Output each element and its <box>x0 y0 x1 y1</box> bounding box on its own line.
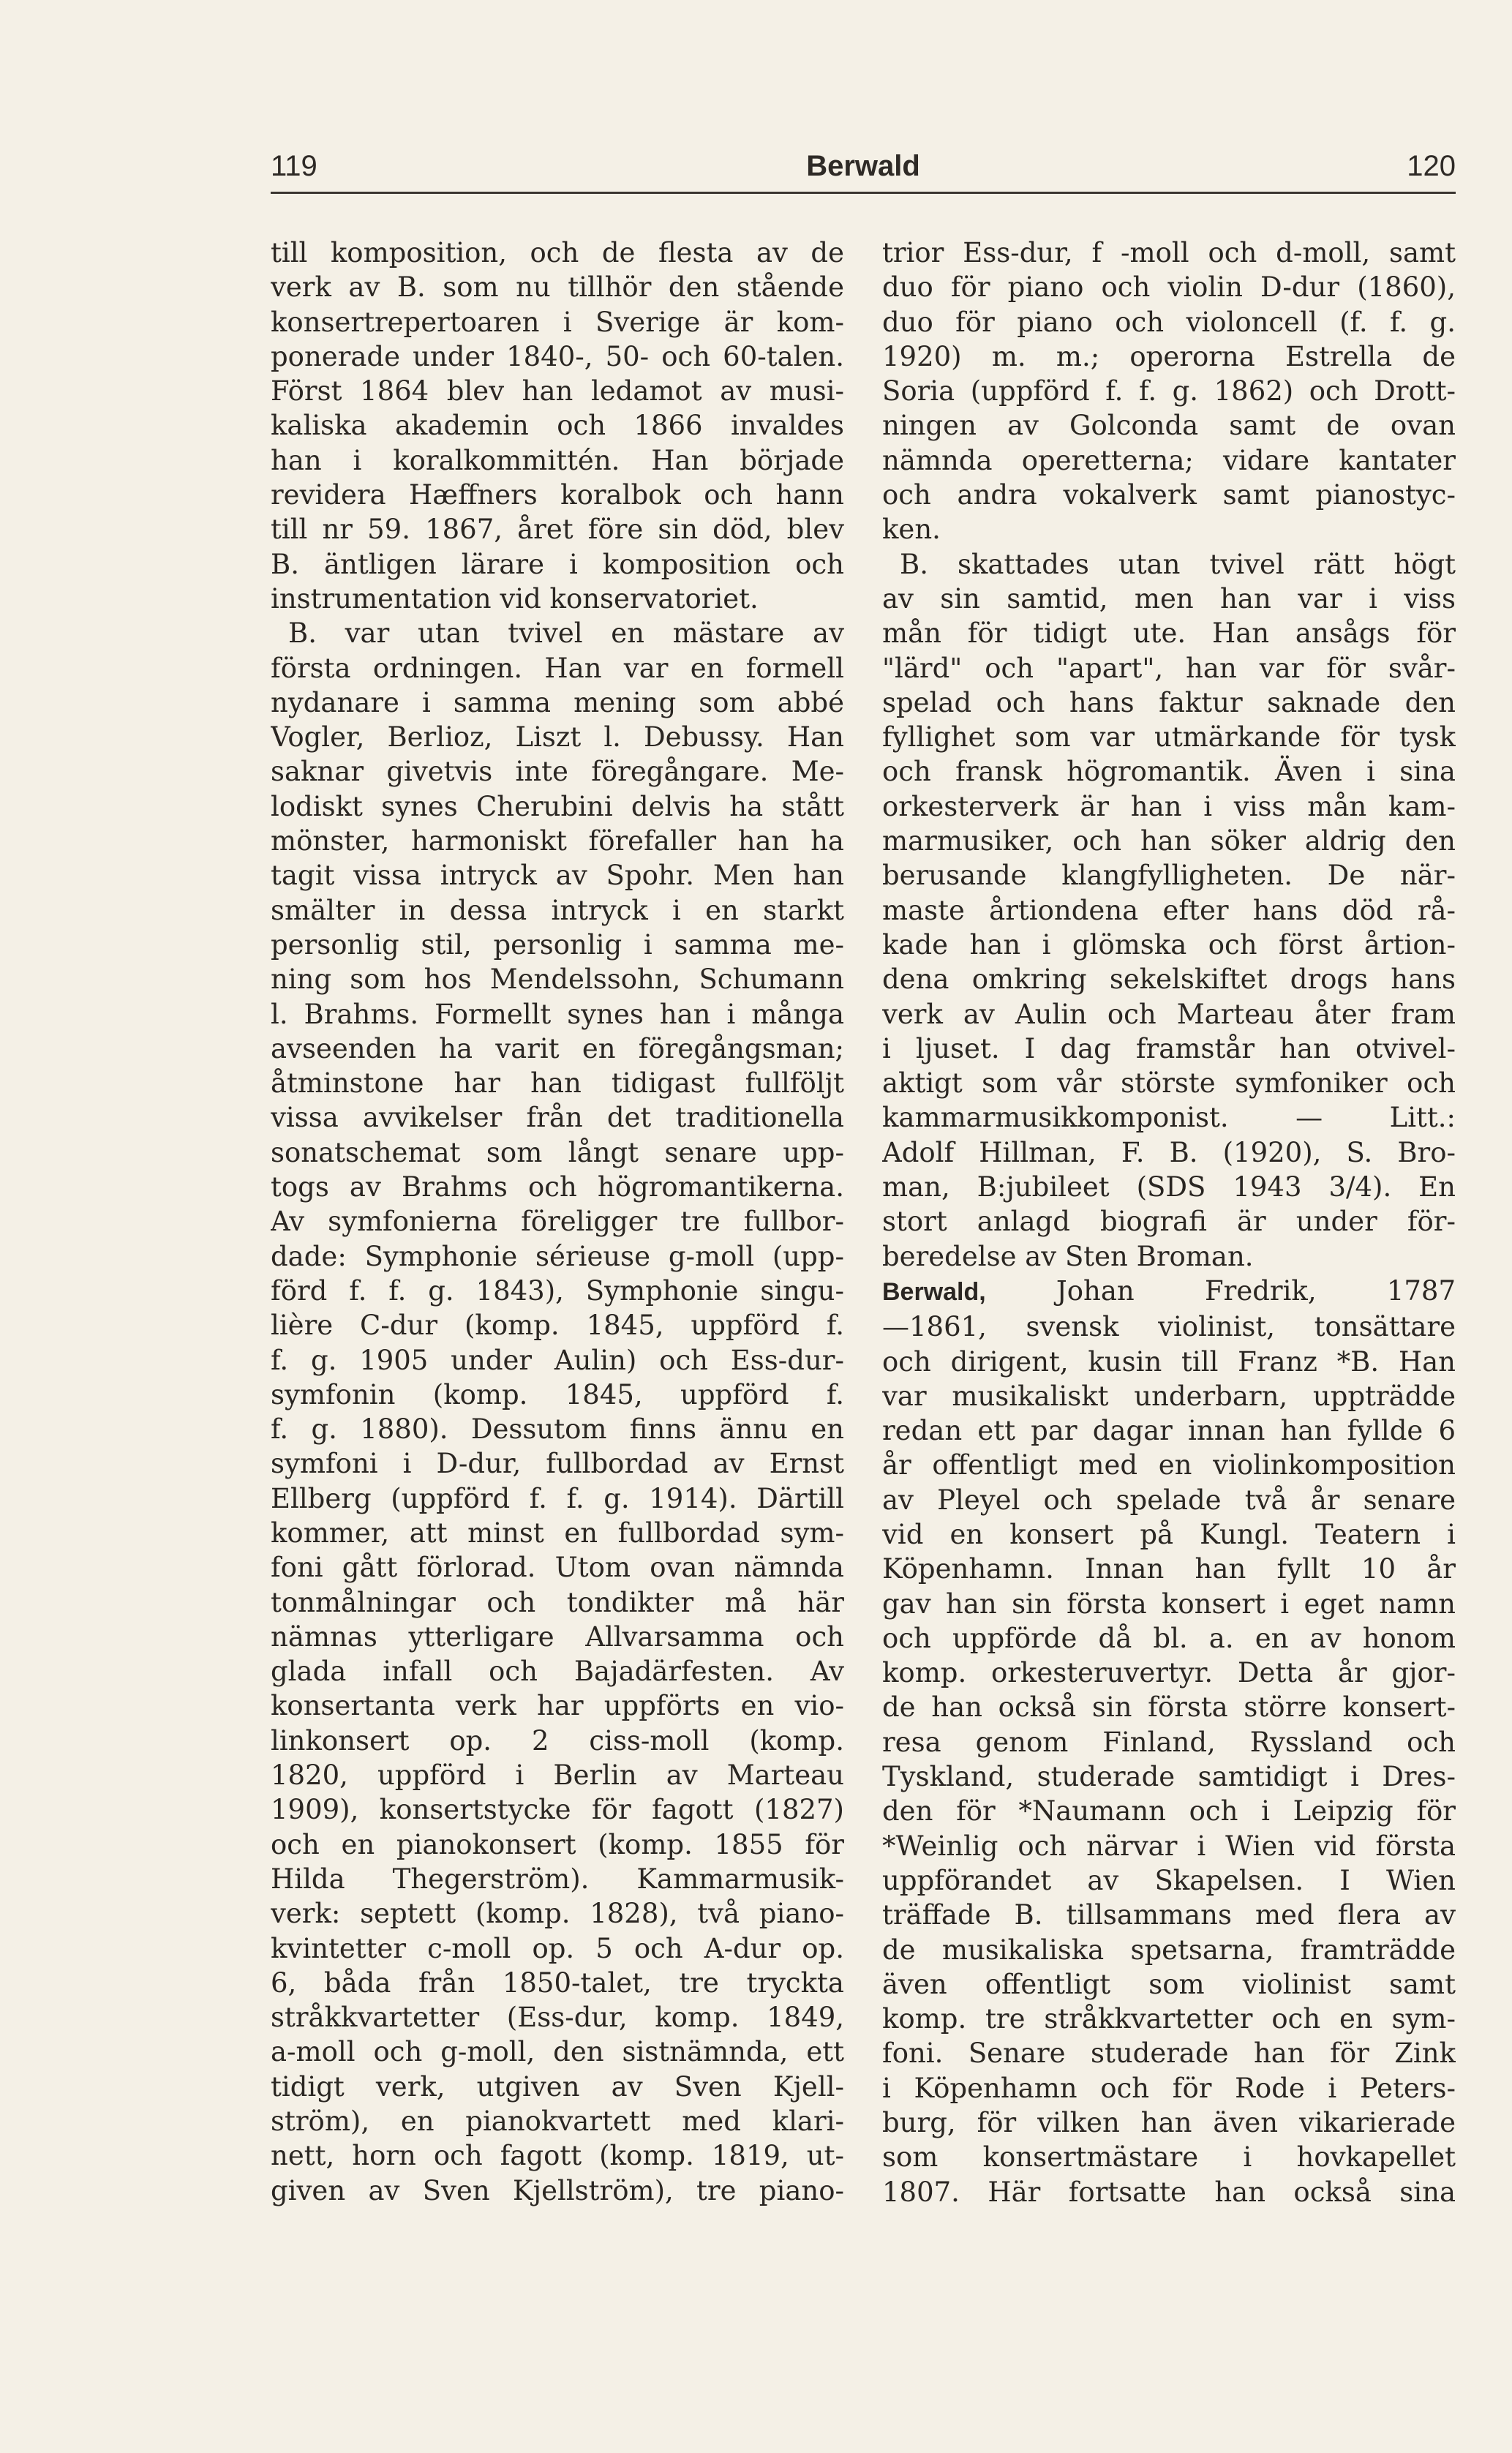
text-line: mönster, harmoniskt förefaller han ha <box>271 825 844 857</box>
text-line: Köpenhamn. Innan han fyllt 10 år <box>882 1553 1456 1585</box>
text-line: instrumentation vid konservatoriet. <box>271 582 759 615</box>
text-line: i Köpenhamn och för Rode i Peters- <box>882 2072 1456 2104</box>
text-line: ken. <box>882 514 941 546</box>
text-line: 1909), konsertstycke för fagott (1827) <box>271 1794 844 1826</box>
text-line: tagit vissa intryck av Spohr. Men han <box>271 860 844 892</box>
text-line: "lärd" och "apart", han var för svår- <box>882 652 1456 684</box>
text-line: den för *Naumann och i Leipzig för <box>882 1795 1456 1827</box>
text-line: given av Sven Kjellström), tre piano- <box>271 2174 844 2206</box>
text-line: burg, för vilken han även vikarierade <box>882 2107 1456 2139</box>
text-line: de musikaliska spetsarna, framträdde <box>882 1934 1456 1966</box>
text-line: nämnas ytterligare Allvarsamma och <box>271 1620 844 1653</box>
text-line: fyllighet som var utmärkande för tysk <box>882 721 1456 754</box>
text-line: resa genom Finland, Ryssland och <box>882 1726 1456 1758</box>
text-line: linkonsert op. 2 ciss-moll (komp. <box>271 1724 844 1757</box>
text-line: togs av Brahms och högromantikerna. <box>271 1171 844 1203</box>
text-line: var musikaliskt underbarn, uppträdde <box>882 1380 1456 1412</box>
text-line: Adolf Hillman, F. B. (1920), S. Bro- <box>882 1136 1456 1168</box>
text-line: tonmålningar och tondikter må här <box>271 1586 844 1618</box>
text-line: l. Brahms. Formellt synes han i många <box>271 998 844 1030</box>
text-line: B. skattades utan tvivel rätt högt <box>900 548 1456 580</box>
text-line: kvintetter c-moll op. 5 och A-dur op. <box>271 1932 844 1964</box>
text-line: förd f. f. g. 1843), Symphonie singu- <box>271 1274 844 1307</box>
text-line: och andra vokalverk samt pianostyc- <box>882 479 1456 511</box>
page-number-left: 119 <box>271 150 317 182</box>
text-line: lière C-dur (komp. 1845, uppförd f. <box>271 1310 844 1342</box>
text-line: mån för tidigt ute. Han ansågs för <box>882 617 1456 650</box>
text-line: 1920) m. m.; operorna Estrella de <box>882 340 1456 372</box>
text-line: han i koralkommittén. Han började <box>271 444 844 476</box>
right-column <box>882 236 1456 2209</box>
text-line: glada infall och Bajadärfesten. Av <box>271 1656 844 1688</box>
text-line: träffade B. tillsammans med flera av <box>882 1899 1456 1931</box>
text-line: 1820, uppförd i Berlin av Marteau <box>271 1759 844 1792</box>
text-line: orkesterverk är han i viss mån kam- <box>882 790 1456 822</box>
text-line: nämnda operetterna; vidare kantater <box>882 444 1456 476</box>
text-line: B. äntligen lärare i komposition och <box>271 548 844 580</box>
text-line: kommer, att minst en fullbordad sym- <box>271 1517 844 1549</box>
text-line: Tyskland, studerade samtidigt i Dres- <box>882 1761 1456 1793</box>
text-line: gav han sin första konsert i eget namn <box>882 1588 1456 1620</box>
text-line: foni gått förlorad. Utom ovan nämnda <box>271 1552 844 1584</box>
text-line: personlig stil, personlig i samma me- <box>271 928 844 961</box>
text-line: verk av B. som nu tillhör den stående <box>271 271 844 304</box>
text-line: Av symfonierna föreligger tre fullbor- <box>271 1206 844 1238</box>
text-line: av sin samtid, men han var i viss <box>882 582 1456 615</box>
text-line: vid en konsert på Kungl. Teatern i <box>882 1518 1456 1550</box>
text-line: konsertrepertoaren i Sverige är kom- <box>271 306 844 338</box>
text-line: 6, båda från 1850-talet, tre tryckta <box>271 1966 844 1999</box>
text-line: och dirigent, kusin till Franz *B. Han <box>882 1345 1456 1378</box>
text-line: Soria (uppförd f. f. g. 1862) och Drott- <box>882 375 1456 407</box>
text-line: f. g. 1880). Dessutom finns ännu en <box>271 1413 844 1446</box>
text-line: symfonin (komp. 1845, uppförd f. <box>271 1378 844 1410</box>
text-line: vissa avvikelser från det traditionella <box>271 1102 844 1134</box>
text-line: komp. orkesteruvertyr. Detta år gjor- <box>882 1657 1456 1689</box>
text-line: sonatschemat som långt senare upp- <box>271 1136 844 1168</box>
text-line: duo för piano och violoncell (f. f. g. <box>882 306 1456 338</box>
text-line: saknar givetvis inte föregångare. Me- <box>271 756 844 788</box>
text-line: ström), en pianokvartett med klari- <box>271 2105 844 2138</box>
text-line: tidigt verk, utgiven av Sven Kjell- <box>271 2070 844 2103</box>
text-line: och fransk högromantik. Även i sina <box>882 756 1456 788</box>
text-line: trior Ess-dur, f -moll och d-moll, samt <box>882 237 1456 268</box>
text-line: Ellberg (uppförd f. f. g. 1914). Därtill <box>271 1482 844 1514</box>
text-line: Först 1864 blev han ledamot av musi- <box>271 375 844 407</box>
text-line: till komposition, och de flesta av de <box>271 237 844 268</box>
text-line: Berwald, Johan Fredrik, 1787 <box>882 1274 1456 1307</box>
text-line: verk av Aulin och Marteau åter fram <box>882 998 1456 1030</box>
text-line: åtminstone har han tidigast fullföljt <box>271 1067 844 1100</box>
text-line: foni. Senare studerade han för Zink <box>882 2037 1456 2070</box>
text-line: lodiskt synes Cherubini delvis ha stått <box>271 790 844 822</box>
text-line: de han också sin första större konsert- <box>882 1691 1456 1724</box>
text-line: kaliska akademin och 1866 invaldes <box>271 410 844 442</box>
text-line: kammarmusikkomponist. — Litt.: <box>882 1102 1456 1134</box>
text-line: spelad och hans faktur saknade den <box>882 686 1456 718</box>
text-line: beredelse av Sten Broman. <box>882 1240 1254 1272</box>
text-line: år offentligt med en violinkomposition <box>882 1449 1456 1481</box>
text-line: symfoni i D-dur, fullbordad av Ernst <box>271 1448 844 1480</box>
text-line: dena omkring sekelskiftet drogs hans <box>882 963 1456 996</box>
text-line: ning som hos Mendelssohn, Schumann <box>271 963 844 996</box>
text-line: revidera Hæffners koralbok och hann <box>271 479 844 511</box>
text-line: avseenden ha varit en föregångsman; <box>271 1032 844 1064</box>
text-line: B. var utan tvivel en mästare av <box>288 617 844 650</box>
text-line: berusande klangfylligheten. De när- <box>882 860 1456 892</box>
text-line: som konsertmästare i hovkapellet <box>882 2141 1456 2174</box>
text-line: och uppförde då bl. a. en av honom <box>882 1622 1456 1654</box>
text-line: verk: septett (komp. 1828), två piano- <box>271 1898 844 1930</box>
text-line: nett, horn och fagott (komp. 1819, ut- <box>271 2140 844 2172</box>
text-line: marmusiker, och han söker aldrig den <box>882 825 1456 857</box>
text-line: f. g. 1905 under Aulin) och Ess-dur- <box>271 1344 844 1376</box>
text-line: uppförandet av Skapelsen. I Wien <box>882 1864 1456 1896</box>
text-line: *Weinlig och närvar i Wien vid första <box>882 1830 1456 1862</box>
left-column <box>271 236 844 2208</box>
text-line: även offentligt som violinist samt <box>882 1968 1456 2000</box>
text-line: stort anlagd biografi är under för- <box>882 1206 1456 1238</box>
text-line: kade han i glömska och först årtion- <box>882 928 1456 961</box>
text-line: a-moll och g-moll, den sistnämnda, ett <box>271 2036 844 2068</box>
header-rule <box>271 192 1456 194</box>
page-number-right: 120 <box>1407 150 1456 182</box>
text-line: ningen av Golconda samt de ovan <box>882 410 1456 442</box>
text-line: Hilda Thegerström). Kammarmusik- <box>271 1863 844 1895</box>
text-line: 1807. Här fortsatte han också sina <box>882 2176 1456 2208</box>
text-line: aktigt som vår störste symfoniker och <box>882 1067 1456 1100</box>
running-head <box>271 150 1456 188</box>
text-line: och en pianokonsert (komp. 1855 för <box>271 1828 844 1860</box>
text-line: man, B:jubileet (SDS 1943 3/4). En <box>882 1171 1456 1203</box>
text-line: av Pleyel och spelade två år senare <box>882 1484 1456 1516</box>
text-line: maste årtiondena efter hans död rå- <box>882 894 1456 926</box>
text-line: komp. tre stråkkvartetter och en sym- <box>882 2003 1456 2035</box>
running-head-title: Berwald <box>806 150 920 182</box>
entry-headword: Berwald, <box>882 1277 986 1306</box>
text-line: första ordningen. Han var en formell <box>271 652 844 684</box>
text-line: duo för piano och violin D-dur (1860), <box>882 271 1456 304</box>
text-line: stråkkvartetter (Ess-dur, komp. 1849, <box>271 2002 844 2034</box>
text-line: redan ett par dagar innan han fyllde 6 <box>882 1415 1456 1447</box>
text-line: smälter in dessa intryck i en starkt <box>271 894 844 926</box>
text-line: dade: Symphonie sérieuse g-moll (upp- <box>271 1240 844 1272</box>
text-line: Vogler, Berlioz, Liszt l. Debussy. Han <box>271 721 844 754</box>
text-line: ponerade under 1840-, 50- och 60-talen. <box>271 340 844 372</box>
text-line: till nr 59. 1867, året före sin död, blev <box>271 514 844 546</box>
text-line: konsertanta verk har uppförts en vio- <box>271 1690 844 1722</box>
text-line: —1861, svensk violinist, tonsättare <box>882 1311 1456 1343</box>
text-line: nydanare i samma mening som abbé <box>271 686 844 718</box>
text-line: i ljuset. I dag framstår han otvivel- <box>882 1032 1456 1064</box>
